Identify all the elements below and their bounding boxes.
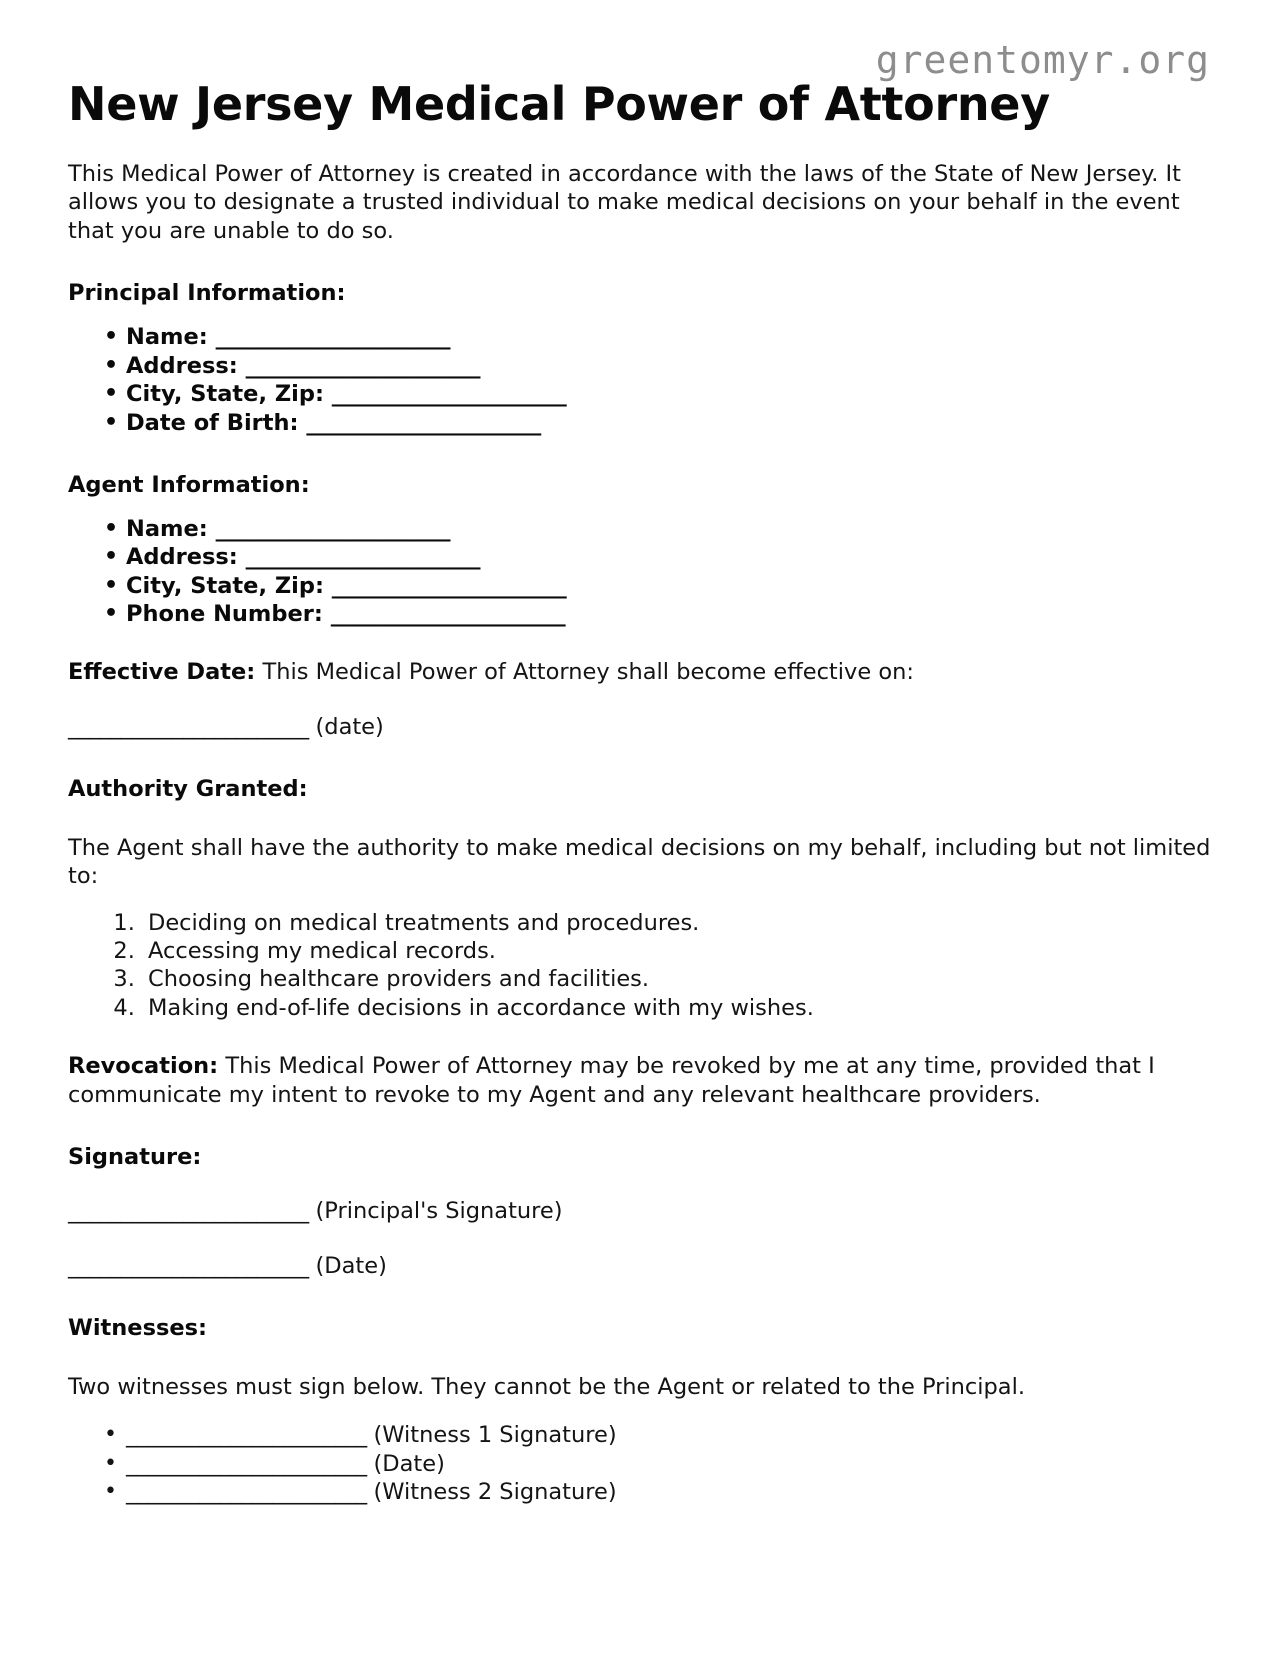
revocation-text: This Medical Power of Attorney may be revoked by me at any time, provided that I communicate my intent to revoke to my Agent and any relevant healthcare providers. — [68, 1053, 1155, 1108]
witnesses-intro-paragraph: Two witnesses must sign below. They cannot be the Agent or related to the Principal. — [68, 1373, 1025, 1400]
blank-caption: (Principal's Signature) — [308, 1198, 563, 1225]
blank-field[interactable]: _______________________ — [126, 1422, 367, 1449]
blank-field[interactable]: ______________________ — [306, 409, 541, 436]
principal-date-row — [68, 1226, 1214, 1281]
blank-field[interactable]: ______________________ — [331, 381, 567, 408]
blank-field[interactable]: _______________________ — [126, 1479, 367, 1506]
blank-caption: (Date) — [308, 1252, 387, 1279]
revocation-paragraph — [68, 1022, 1214, 1109]
list-item — [68, 352, 1214, 380]
intro-paragraph: This Medical Power of Attorney is created in accordance with the laws of the State of New Jersey. It allows you to designate a trusted individual to make medical decisions on your behalf in the event that you are unable to do so. — [68, 160, 1181, 244]
section-heading-signature: Signature: — [68, 1144, 202, 1171]
section-heading-witnesses: Witnesses: — [68, 1315, 207, 1342]
blank-caption: (Witness 2 Signature) — [366, 1479, 617, 1506]
list-item — [68, 380, 1214, 408]
blank-field[interactable]: ______________________ — [245, 544, 480, 571]
effective-date-blank-row — [68, 687, 1214, 742]
list-item — [68, 323, 1214, 351]
blank-caption: (Witness 1 Signature) — [366, 1422, 617, 1449]
blank-field[interactable]: ______________________ — [215, 515, 450, 542]
revocation-label: Revocation: — [68, 1053, 219, 1080]
effective-date-label: Effective Date: — [68, 659, 256, 686]
blank-field[interactable]: _______________________ — [68, 713, 309, 740]
list-item — [68, 1421, 1214, 1450]
blank-field[interactable]: _______________________ — [126, 1450, 367, 1477]
effective-date-text: This Medical Power of Attorney shall become effective on: — [255, 659, 914, 686]
list-item — [68, 572, 1214, 600]
principal-field-list — [68, 307, 1214, 436]
list-item: 2. Accessing my medical records. — [142, 937, 1214, 965]
authority-numbered-list — [68, 891, 1214, 1022]
section-heading-principal-information: Principal Information: — [68, 280, 346, 307]
field-label: City, State, Zip: — [126, 572, 324, 599]
list-item — [68, 600, 1214, 628]
list-item — [68, 409, 1214, 437]
blank-field[interactable]: _______________________ — [68, 1198, 309, 1225]
agent-field-list — [68, 499, 1214, 628]
field-label: Phone Number: — [126, 601, 323, 628]
blank-field[interactable]: ______________________ — [245, 352, 480, 379]
effective-date-paragraph — [68, 628, 1214, 687]
list-item — [68, 1450, 1214, 1479]
field-label: Address: — [126, 544, 238, 571]
blank-field[interactable]: _______________________ — [68, 1252, 309, 1279]
list-item — [68, 1478, 1214, 1507]
authority-intro-paragraph: The Agent shall have the authority to make medical decisions on my behalf, including but not limited to: — [68, 834, 1211, 890]
field-label: Address: — [126, 352, 238, 379]
list-item — [68, 543, 1214, 571]
blank-field[interactable]: ______________________ — [331, 572, 567, 599]
blank-caption: (date) — [308, 713, 384, 740]
section-heading-agent-information: Agent Information: — [68, 471, 310, 498]
field-label: Name: — [126, 324, 208, 351]
page-title: New Jersey Medical Power of Attorney — [68, 77, 1050, 131]
section-heading-authority-granted: Authority Granted: — [68, 776, 308, 803]
blank-field[interactable]: ______________________ — [330, 601, 565, 628]
field-label: City, State, Zip: — [126, 381, 324, 408]
list-item — [68, 515, 1214, 543]
list-item: 4. Making end-of-life decisions in accordance with my wishes. — [142, 994, 1214, 1022]
field-label: Name: — [126, 515, 208, 542]
field-label: Date of Birth: — [126, 409, 299, 436]
blank-field[interactable]: ______________________ — [215, 324, 450, 351]
witness-signature-list — [68, 1401, 1214, 1507]
principal-signature-row — [68, 1171, 1214, 1226]
site-watermark: greentomyr.org — [875, 38, 1210, 82]
list-item: 3. Choosing healthcare providers and facilities. — [142, 965, 1214, 993]
list-item: 1. Deciding on medical treatments and procedures. — [142, 909, 1214, 937]
blank-caption: (Date) — [366, 1450, 445, 1477]
